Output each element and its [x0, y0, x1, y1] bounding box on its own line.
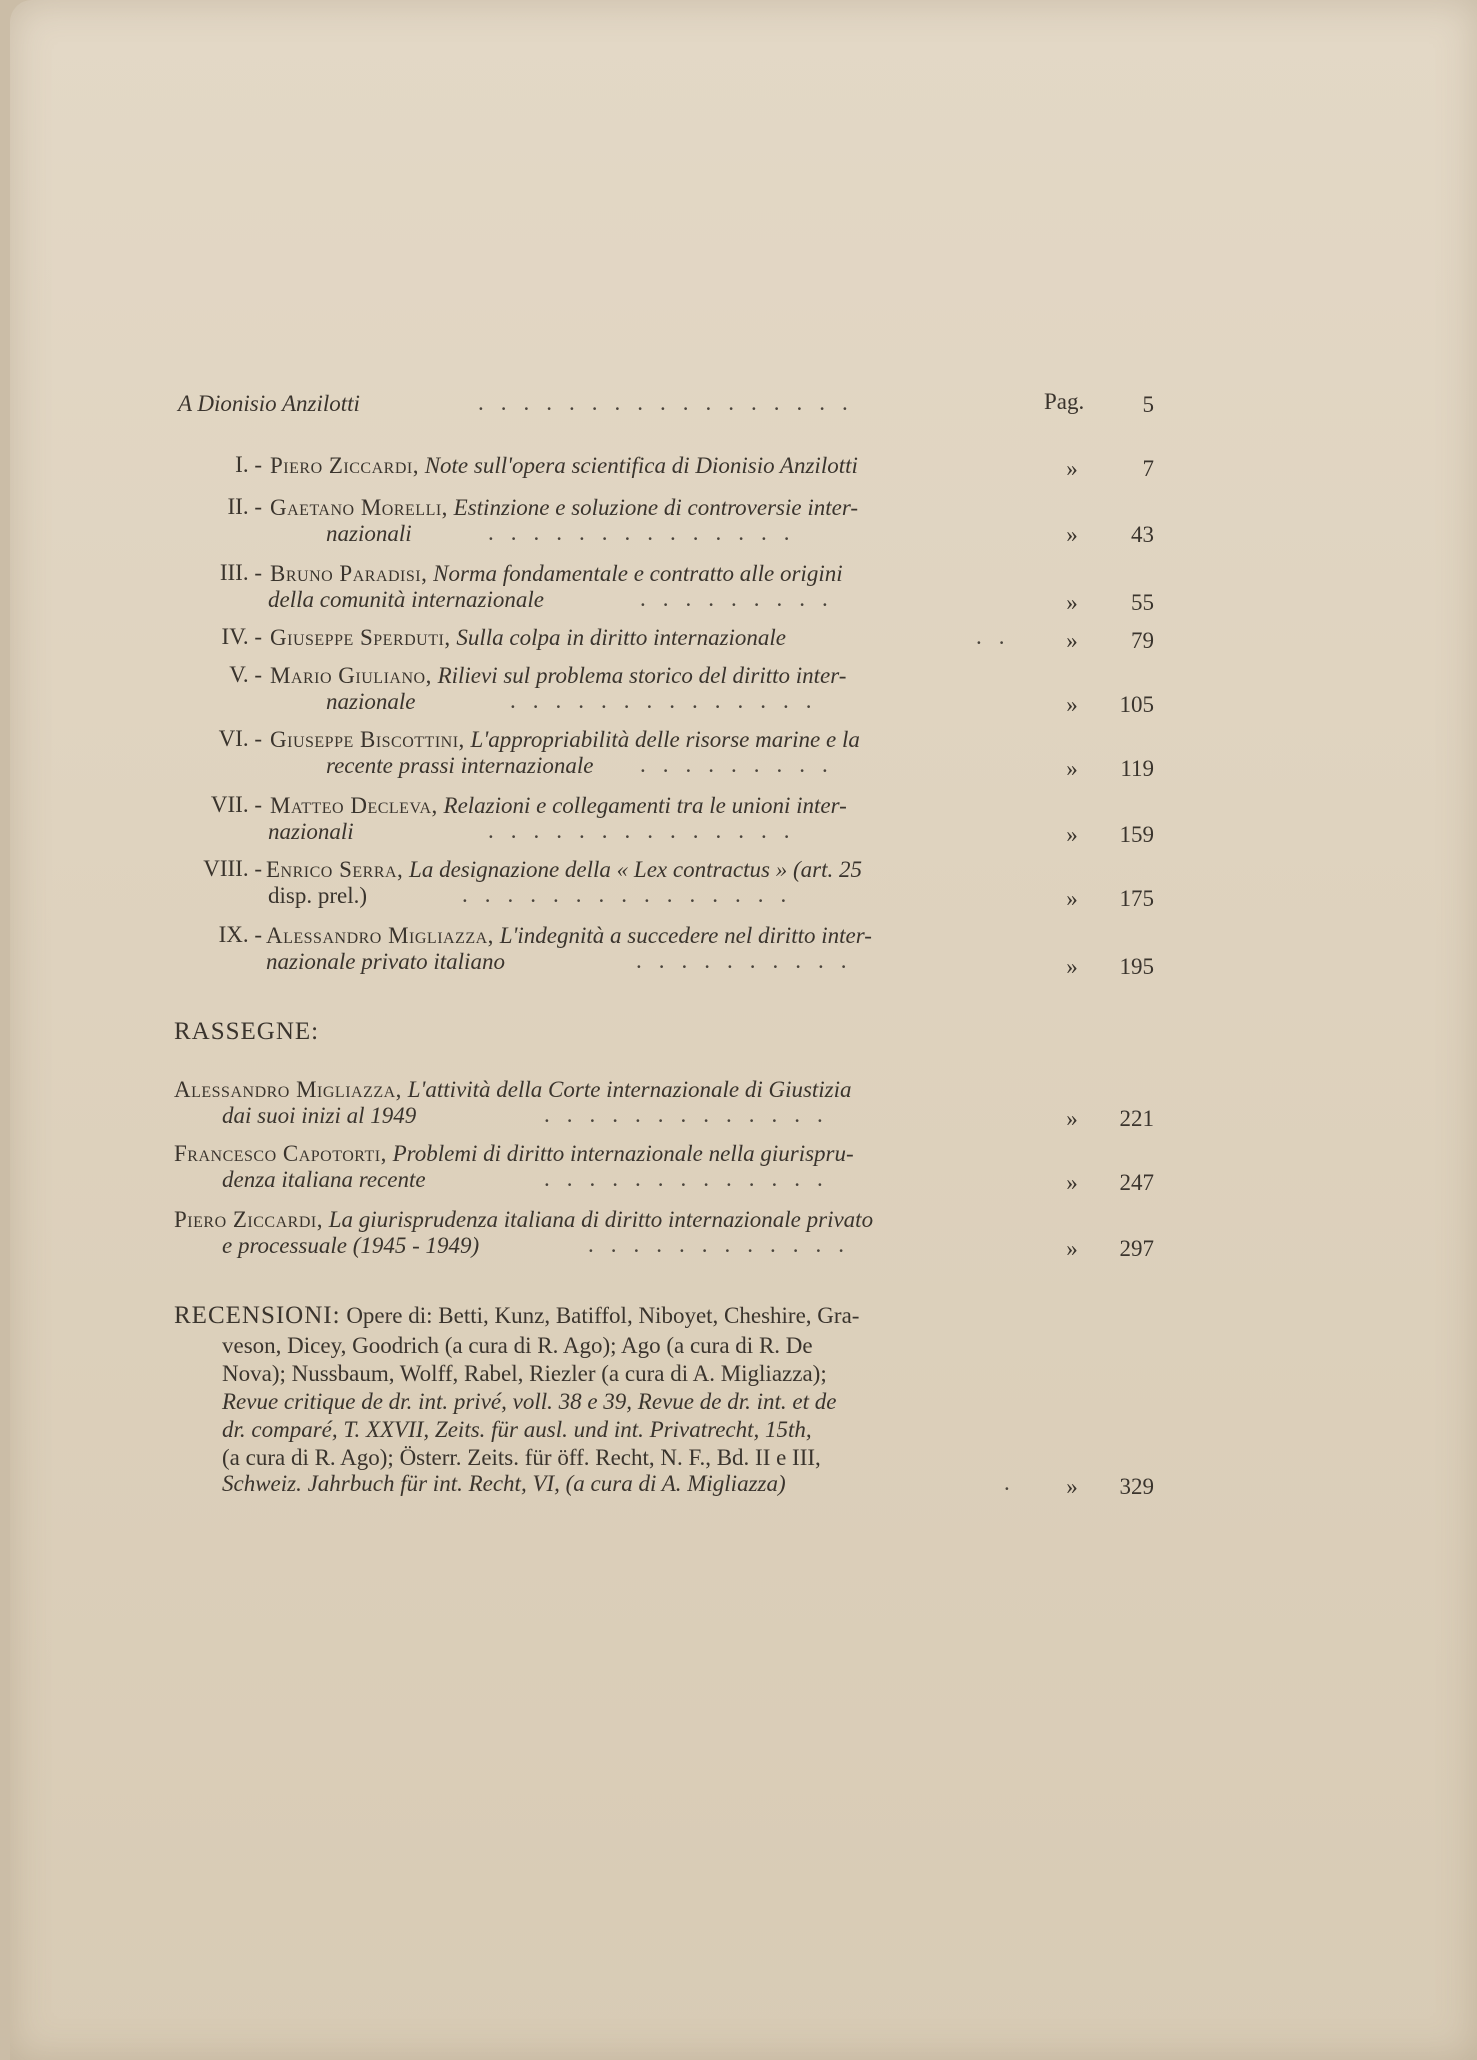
recensioni-line: (a cura di R. Ago); Österr. Zeits. für öff. Recht, N. F., Bd. II e III,: [222, 1445, 821, 1470]
page-number: 43: [1131, 522, 1154, 547]
leader-dots: ............: [588, 1232, 861, 1257]
guillemet-mark: »: [1066, 456, 1078, 481]
leader-dots: ..............: [488, 818, 807, 843]
pag-label: Pag.: [1044, 389, 1085, 414]
entry-title-continued: denza italiana recente: [222, 1167, 426, 1192]
entry-author: Alessandro Migliazza,: [266, 923, 494, 948]
page-number: 329: [1119, 1474, 1154, 1499]
page-number: 5: [1142, 392, 1154, 417]
entry-title: Rilievi sul problema storico del diritto inter-: [437, 663, 847, 688]
recensioni-line: Opere di: Betti, Kunz, Batiffol, Niboyet, Cheshire, Gra-: [346, 1303, 860, 1328]
page-number: 175: [1119, 886, 1154, 911]
page-number: 105: [1119, 692, 1154, 717]
entry-title-continued: nazionale: [326, 689, 416, 714]
page-number: 221: [1119, 1106, 1154, 1131]
entry-title-continued: dai suoi inizi al 1949: [222, 1103, 417, 1128]
entry-author: Gaetano Morelli,: [270, 495, 448, 520]
recensioni-line: Nova); Nussbaum, Wolff, Rabel, Riezler (a cura di A. Migliazza);: [222, 1361, 827, 1386]
guillemet-mark: »: [1066, 590, 1078, 615]
entry-title-continued: e processuale (1945 - 1949): [222, 1233, 480, 1258]
entry-title: Relazioni e collegamenti tra le unioni inter-: [443, 793, 847, 818]
entry-number: II. -: [227, 494, 262, 519]
recensioni-line: dr. comparé, T. XXVII, Zeits. für ausl. und int. Privatrecht, 15th,: [222, 1417, 812, 1442]
guillemet-mark: »: [1066, 1474, 1078, 1499]
entry-number: VI. -: [218, 726, 262, 751]
entry-number: III. -: [219, 560, 262, 585]
entry-title: La giurisprudenza italiana di diritto internazionale privato: [328, 1207, 874, 1232]
leader-dots: .............: [544, 1166, 840, 1191]
guillemet-mark: »: [1066, 628, 1078, 653]
guillemet-mark: »: [1066, 756, 1078, 781]
entry-title: Estinzione e soluzione di controversie inter-: [453, 495, 858, 520]
entry-title-continued: nazionale privato italiano: [266, 949, 505, 974]
entry-number: IV. -: [221, 624, 262, 649]
entry-number: VII. -: [210, 792, 262, 817]
entry-number: V. -: [229, 662, 262, 687]
entry-author: Mario Giuliano,: [270, 663, 432, 688]
entry-title: La designazione della « Lex contractus » (art. 25: [409, 857, 862, 882]
entry-title-continued: disp. prel.): [268, 883, 368, 908]
page-number: 159: [1119, 822, 1154, 847]
leader-dots: ..............: [488, 520, 807, 545]
guillemet-mark: »: [1066, 522, 1078, 547]
recensioni-line: veson, Dicey, Goodrich (a cura di R. Ago); Ago (a cura di R. De: [222, 1333, 813, 1358]
entry-title: L'indegnità a succedere nel diritto inter-: [499, 923, 872, 948]
guillemet-mark: »: [1066, 886, 1078, 911]
leader-dots: .............: [544, 1102, 840, 1127]
entry-author: Giuseppe Biscottini,: [270, 727, 465, 752]
page-number: 297: [1119, 1236, 1154, 1261]
page-number: 247: [1119, 1170, 1154, 1195]
entry-author: Matteo Decleva,: [270, 793, 438, 818]
page-number: 119: [1120, 756, 1154, 781]
recensioni-line: Revue critique de dr. int. privé, voll. 38 e 39, Revue de dr. int. et de: [222, 1389, 837, 1414]
entry-title: Note sull'opera scientifica di Dionisio Anzilotti: [424, 453, 858, 478]
entry-title: Norma fondamentale e contratto alle origini: [433, 561, 843, 586]
entry-author: Bruno Paradisi,: [270, 561, 428, 586]
entry-author: Piero Ziccardi,: [174, 1207, 323, 1232]
leader-dots: ..............: [510, 688, 829, 713]
entry-author: Alessandro Migliazza,: [174, 1077, 402, 1102]
entry-author: Enrico Serra,: [266, 857, 404, 882]
leader-dots: ..: [976, 624, 1022, 649]
entry-number: VIII. -: [203, 856, 262, 881]
entry-author: Giuseppe Sperduti,: [270, 625, 451, 650]
entry-title-continued: recente prassi internazionale: [326, 753, 594, 778]
dedication-title: A Dionisio Anzilotti: [178, 391, 360, 416]
leader-dots: .........: [640, 752, 845, 777]
entry-number: IX. -: [218, 922, 262, 947]
entry-title-continued: nazionali: [268, 819, 354, 844]
leader-dots: .........: [640, 586, 845, 611]
entry-title: L'attività della Corte internazionale di Giustizia: [407, 1077, 852, 1102]
page-number: 55: [1131, 590, 1154, 615]
leader-dots: .................: [478, 390, 865, 415]
entry-author: Francesco Capotorti,: [174, 1141, 387, 1166]
entry-title: Problemi di diritto internazionale nella giurispru-: [392, 1141, 854, 1166]
guillemet-mark: »: [1066, 1170, 1078, 1195]
leader-dots: .: [1004, 1470, 1027, 1495]
guillemet-mark: »: [1066, 822, 1078, 847]
recensioni-line: Schweiz. Jahrbuch für int. Recht, VI, (a cura di A. Migliazza): [222, 1471, 786, 1496]
entry-title-continued: nazionali: [326, 521, 412, 546]
guillemet-mark: »: [1066, 692, 1078, 717]
page-number: 79: [1131, 628, 1154, 653]
entry-title-continued: della comunità internazionale: [268, 587, 544, 612]
entry-number: I. -: [235, 452, 262, 477]
entry-title: Sulla colpa in diritto internazionale: [456, 625, 787, 650]
section-heading-rassegne: RASSEGNE:: [174, 1018, 320, 1045]
entry-author: Piero Ziccardi,: [270, 453, 419, 478]
page-number: 195: [1119, 954, 1154, 979]
guillemet-mark: »: [1066, 1106, 1078, 1131]
leader-dots: ..........: [636, 948, 864, 973]
guillemet-mark: »: [1066, 954, 1078, 979]
entry-title: L'appropriabilità delle risorse marine e la: [470, 727, 860, 752]
guillemet-mark: »: [1066, 1236, 1078, 1261]
page-number: 7: [1142, 456, 1154, 481]
leader-dots: ...............: [462, 882, 804, 907]
section-heading-recensioni: RECENSIONI:: [174, 1302, 341, 1329]
